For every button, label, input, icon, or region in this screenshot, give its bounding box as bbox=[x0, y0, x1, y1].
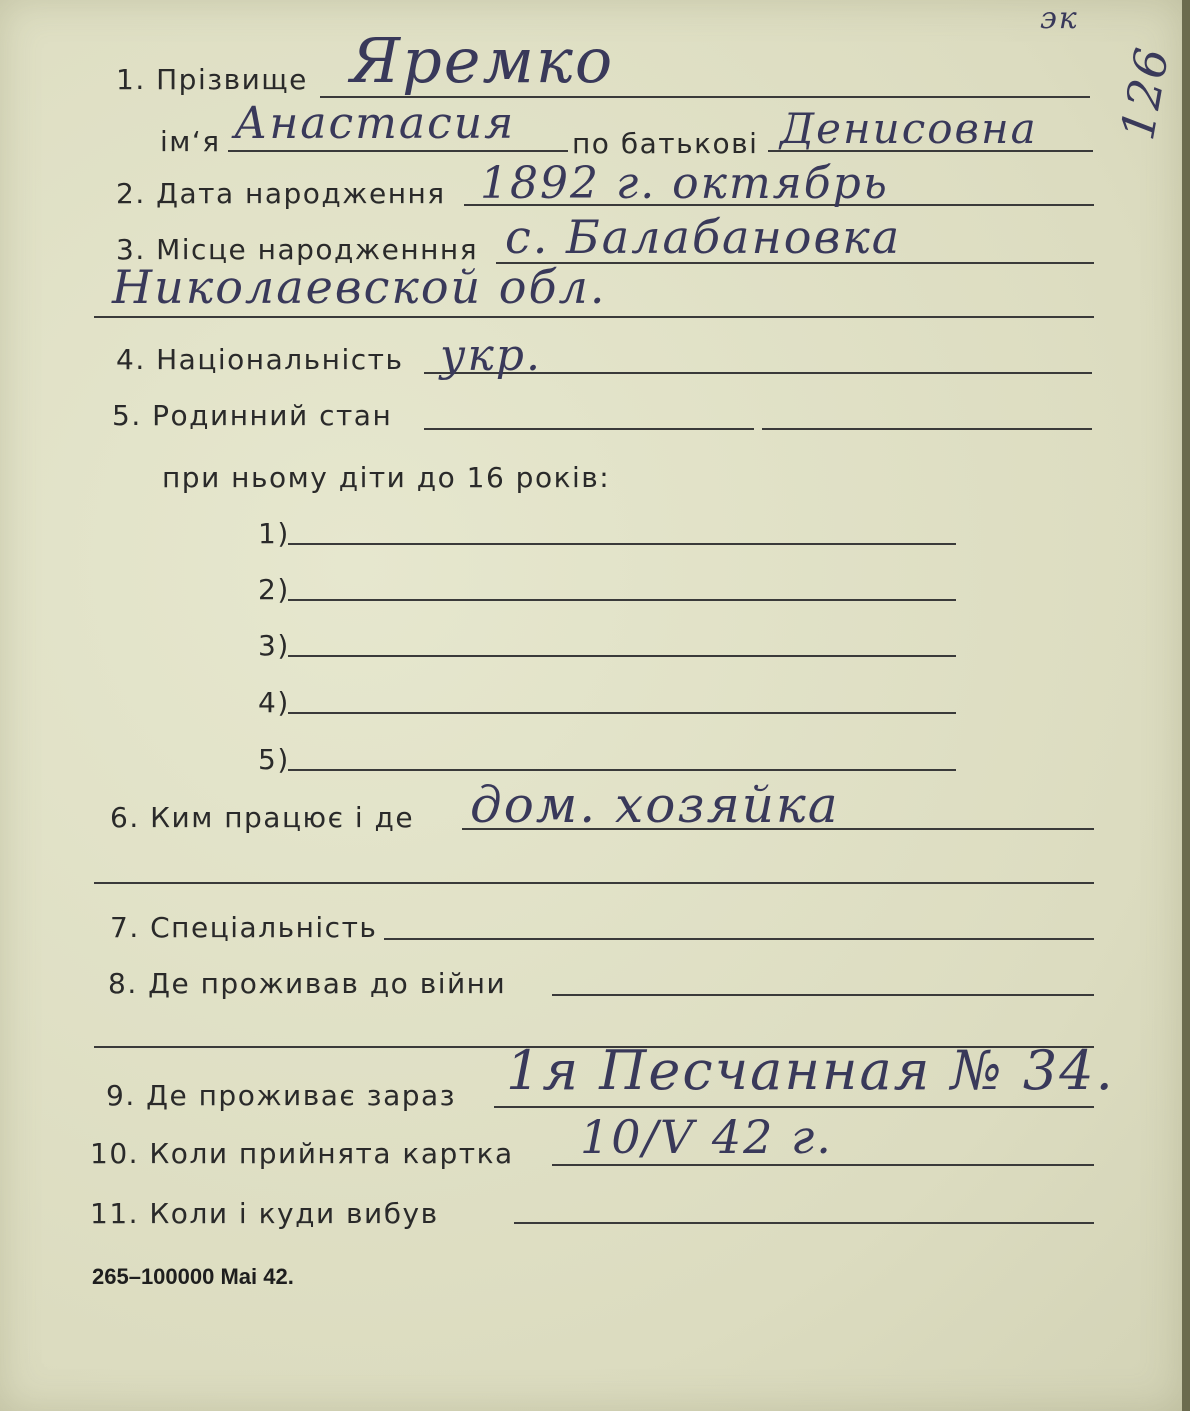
corner-number: 126 bbox=[1110, 42, 1180, 144]
name-value: Анастасия bbox=[234, 98, 516, 149]
child-5-line bbox=[288, 769, 956, 771]
occupation-label: 6. Ким працює і де bbox=[110, 801, 415, 834]
name-line bbox=[228, 150, 568, 152]
current-residence-line bbox=[494, 1106, 1094, 1108]
name-label: ім‘я bbox=[160, 125, 221, 158]
departure-label: 11. Коли і куди вибув bbox=[90, 1197, 439, 1230]
birthplace-value-2: Николаевской обл. bbox=[112, 260, 607, 314]
children-label: при ньому діти до 16 років: bbox=[162, 461, 611, 494]
current-residence-value: 1я Песчанная № 34. bbox=[506, 1039, 1115, 1102]
child-2-label: 2) bbox=[258, 573, 290, 606]
birthdate-label: 2. Дата народження bbox=[116, 177, 446, 210]
nationality-value: укр. bbox=[440, 330, 542, 381]
birthplace-value-1: с. Балабановка bbox=[505, 210, 902, 264]
patronymic-value: Денисовна bbox=[780, 104, 1038, 153]
child-2-line bbox=[288, 599, 956, 601]
child-3-line bbox=[288, 655, 956, 657]
child-5-label: 5) bbox=[258, 743, 290, 776]
child-3-label: 3) bbox=[258, 629, 290, 662]
child-4-label: 4) bbox=[258, 686, 290, 719]
birthdate-value: 1892 г. октябрь bbox=[480, 158, 889, 209]
current-residence-label: 9. Де проживає зараз bbox=[106, 1079, 457, 1112]
card-accepted-line bbox=[552, 1164, 1094, 1166]
birthplace-label: 3. Місце народженння bbox=[116, 233, 479, 266]
child-1-line bbox=[288, 543, 956, 545]
card-accepted-value: 10/V 42 г. bbox=[580, 1110, 833, 1164]
card-accepted-label: 10. Коли прийнята картка bbox=[90, 1137, 514, 1170]
marital-status-label: 5. Родинний стан bbox=[112, 399, 393, 432]
specialty-line bbox=[384, 938, 1094, 940]
marital-status-line-a bbox=[424, 428, 754, 430]
child-4-line bbox=[288, 712, 956, 714]
prewar-residence-line-1 bbox=[552, 994, 1094, 996]
nationality-label: 4. Національність bbox=[116, 343, 404, 376]
occupation-value: дом. хозяйка bbox=[470, 776, 840, 834]
departure-line bbox=[514, 1222, 1094, 1224]
print-footer: 265–100000 Mai 42. bbox=[92, 1264, 294, 1289]
birthplace-line-2 bbox=[94, 316, 1094, 318]
occupation-line-2 bbox=[94, 882, 1094, 884]
surname-value: Яремко bbox=[350, 24, 615, 97]
marital-status-line-b bbox=[762, 428, 1092, 430]
prewar-residence-label: 8. Де проживав до війни bbox=[108, 967, 507, 1000]
patronymic-label: по батькові bbox=[572, 127, 759, 160]
specialty-label: 7. Спеціальність bbox=[110, 911, 378, 944]
child-1-label: 1) bbox=[258, 517, 290, 550]
surname-label: 1. Прізвище bbox=[116, 63, 308, 96]
corner-note: эк bbox=[1040, 1, 1079, 36]
